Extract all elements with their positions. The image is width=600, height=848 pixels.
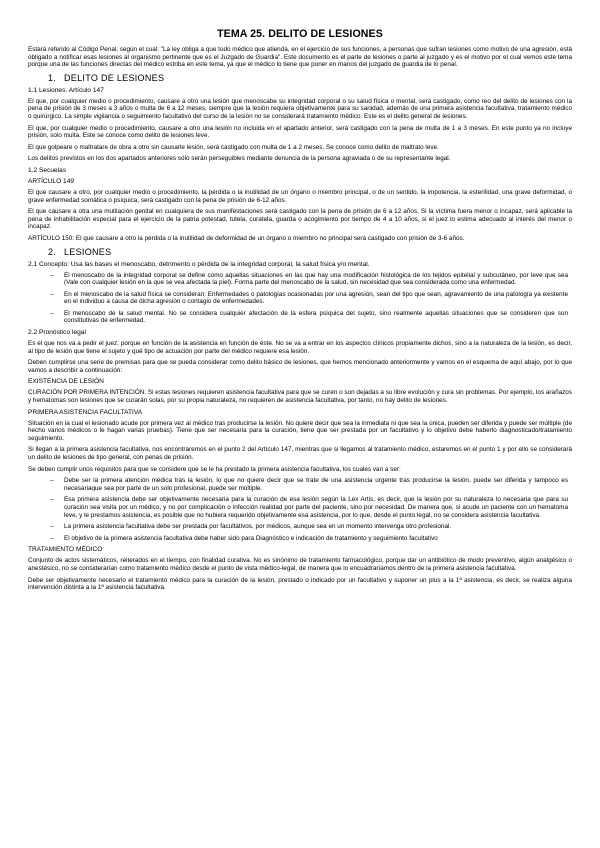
article-label: ARTÍCULO 149 — [28, 177, 75, 185]
paragraph: Situación en la cual el lesionado acude por primera vez al médico tras producirse la lesión. No quiere decir que sea la inmediata ni que sea la única, pueden ser diferida y puede ser múltiple (de hecho varios médicos o le hagan varias pruebas). Tiene que ser necesaria para la curación, tiene que ser prestada por un facultativo y lo objetivo debe haberlo diagnosticado/tratamiento seguimiento. — [28, 419, 572, 442]
paragraph: El que, por cualquier medio o procedimiento, causare a otro una lesión no incluida en el apartado anterior, será castigado con la pena de multa de 1 a 3 meses. En este punto ya no incluye prisión, solo multa. Este se conoce como delito de lesiones leve. — [28, 124, 572, 140]
subsection-heading: 1.2 Secuelas — [28, 166, 67, 174]
list-item: – La primera asistencia facultativa debe ser prestada por facultativos, por médicos, aunque sea en un momento intervenga otro profesional. — [50, 523, 452, 531]
dash-bullet-icon: – — [50, 271, 54, 279]
subsection-heading: 2.1 Concepto: Usa las bases el menoscabo, detrimento o pérdida de la integridad corporal, la salud física y/o mental. — [28, 260, 370, 268]
paragraph: Deben cumplirse una serie de premisas para que se pueda considerar como delito básico de lesiones, que hemos mencionado anteriormente y vamos en el esquema de aquí abajo, por lo que vamos a describir a continuación: — [28, 359, 572, 374]
bullet-list — [28, 477, 572, 542]
paragraph: El que causare a otro, por cualquier medio o procedimiento, la pérdida o la inutilidad de un órgano o miembro principal, o de un sentido, la impotencia, la esterilidad, una grave deformidad, o grave enfermedad somática o psíquica, será castigado con la pena de prisión de 6-12 años. — [28, 188, 572, 204]
paragraph: CURACIÓN POR PRIMERA INTENCIÓN: Si estas lesiones requieren asistencia facultativa para que se curen o son dejadas a su libre evolución y cura sin problemas. Por ejemplo, los arañazos y hematomas son lesiones que se curarán solas, por su propia naturaleza, no requieren de asistencia facultativa, por tanto, no hay delito de lesiones. — [28, 389, 572, 405]
list-item: – En el menoscabo de la salud física se consideran: Enfermedades o patologías ocasionadas por una agresión, sean del tipo que sean, agravamiento de una patología ya existente en el individuo a causa de dicha agresión o contagio de enfermedades. — [50, 290, 568, 306]
section-title: LESIONES — [64, 246, 112, 257]
paragraph: Debe ser objetivamente necesario el tratamiento médico para la curación de la lesión, prestado o indicado por un facultativo y suponer un plus a la 1ª asistencia, es decir, se realiza alguna intervención distinta a la 1ª asistencia facultativa. — [28, 576, 572, 592]
label-heading: TRATAMIENTO MÉDICO — [28, 546, 103, 554]
list-item: – El menoscabo de la integridad corporal se define como aquellas situaciones en las que hay una modificación histológica de los tejidos epitelial y subcutáneo, por leve que sea (Vale con cualquier lesión en la que se vea afectada la piel). Forma parte del menoscabo de la salud, sin necesidad que sea considerada como una enfermedad. — [50, 271, 568, 287]
list-item: – El menoscabo de la salud mental. No se considera cualquier afectación de la esfera psíquica del sujeto, sino realmente aquellas situaciones que se consideren que son constitutivas de enfermedad. — [50, 309, 568, 325]
subsection-heading: 1.1 Lesiones. Artículo 147 — [28, 86, 104, 94]
paragraph: Se deben cumplir unos requisitos para que se considere que se le ha prestado la primera asistencia facultativa, los cuales van a ser: — [28, 465, 401, 473]
paragraph: Es el que nos va a pedir el juez, porque en función de la asistencia en función de éste. No se va a entrar en los aspectos clínicos propiamente dichos, sino a la naturaleza de la lesión, es decir, al tipo de lesión que tiene el sujeto y qué tipo de actuación por parte del médico requiere esa lesión. — [28, 340, 572, 355]
page-title: TEMA 25. DELITO DE LESIONES — [217, 28, 383, 40]
section-number: 1. — [48, 72, 57, 83]
dash-bullet-icon: – — [50, 523, 54, 531]
subsection-heading: 2.2 Pronóstico legal — [28, 329, 86, 337]
section-1-heading — [28, 73, 572, 83]
paragraph: Los delitos previstos en los dos apartados anteriores sólo serán perseguibles mediante denuncia de la persona agraviada o de su representante legal. — [28, 155, 451, 163]
dash-bullet-icon: – — [50, 477, 54, 485]
bullet-list — [28, 272, 572, 326]
section-title: DELITO DE LESIONES — [64, 72, 165, 83]
paragraph: Conjunto de actos sistemáticos, reiterados en el tiempo, con finalidad curativa. No es sinónimo de tratamiento farmacológico, porque dar un antibiótico de modo preventivo, algún analgésico o anestésico, no se considerarían como tratamiento médico desde el punto de vista médico-legal, de manera que lo encuadraríamos dentro de la primera asistencia facultativa. — [28, 557, 572, 572]
section-2-heading — [28, 247, 572, 257]
dash-bullet-icon: – — [50, 309, 54, 317]
dash-bullet-icon: – — [50, 496, 54, 504]
paragraph: El que, por cualquier medio o procedimiento, causare a otro una lesión que menoscabe su integridad corporal o su salud física o mental, será castigado, como reo del delito de lesiones con la pena de prisión de 3 meses a 3 años o multa de 6 a 12 meses, siempre que la lesión requiera objetivamente para su sanidad, además de una primera asistencia facultativa, tratamiento médico o quirúrgico. La simple vigilancia o seguimiento facultativo del curso de la lesión no se considerará tratamiento médico. Este es el delito general de lesiones. — [28, 97, 572, 120]
intro-paragraph: Estará referido al Código Penal, según el cual: "La ley obliga a que todo médico que atienda, en el ejercicio de sus funciones, a personas que sufran lesiones como motivo de una agresión, está obligado a notificar esas lesiones al organismo pertinente que es el Juzgado de Guardia". Este documento es el parte de lesiones o parte al juzgado y es el motivo por el cual vemos este tema porque una de las funciones directas del médico estriba en este tema, ya que el médico lo tiene que poner en manos del juzgado de guardia de lo penal. — [28, 46, 572, 69]
label-heading: PRIMERA ASISTENCIA FACULTATIVA — [28, 408, 143, 416]
section-number: 2. — [48, 246, 57, 257]
list-item: – Debe ser la primera atención médica tras la lesión, lo que no quiere decir que se trate de una asistencia urgente tras producirse la lesión, puede ser diferida y tampoco es necesariaque sea por parte de un solo profesional, puede ser múltiple. — [50, 477, 568, 492]
list-item: – Esa primera asistencia debe ser objetivamente necesaria para la curación de esa lesión según la Lex Artis, es decir, que la lesión por su naturaleza lo necesaria que para su curación sea visita por un médico, y no por complicación o infección realidad por parte del paciente, sino por necesidad. De manera que, si acude un paciente con un hematoma leve, y le prestamos asistencia, es posible que no hubiera requerido objetivamente esa asistencia, por lo que, desde el punto legal, no se considera asistencia facultativa. — [50, 496, 568, 519]
label-heading: EXISTENCIA DE LESIÓN — [28, 378, 104, 386]
paragraph: ARTÍCULO 150: El que causare a otro la pérdida o la inutilidad de deformidad de un órgano o miembro no principal será castigado con prisión de 3-6 años. — [28, 234, 465, 242]
paragraph: El que golpeare o maltratare de obra a otro sin causarle lesión, será castigado con multa de 1 a 2 meses. Se conoce como delito de maltrato leve. — [28, 143, 439, 151]
dash-bullet-icon: – — [50, 534, 54, 542]
dash-bullet-icon: – — [50, 290, 54, 298]
paragraph: Si llegan a la primera asistencia facultativa, nos encontraremos en el punto 2 del Artículo 147, mientras que si llegamos al tratamiento médico, estaremos en el punto 1 y por ello se considerará un delito de lesiones de tipo general, con penas de prisión. — [28, 446, 572, 461]
paragraph: El que causare a otra una mutilación genital en cualquiera de sus manifestaciones será castigado con la pena de prisión de 6 a 12 años. Si la víctima fuera menor o incapaz, será aplicable la pena de inhabilitación especial para el ejercicio de la patria potestad, tutela, curatela, guarda o acogimiento por tiempo de 4 a 10 años, si el juez lo estima adecuado al interés del menor o incapaz. — [28, 208, 572, 231]
list-item: – El objetivo de la primera asistencia facultativa debe haber sido para Diagnóstico e indicación de tratamiento y seguimiento facultativo — [50, 534, 438, 542]
